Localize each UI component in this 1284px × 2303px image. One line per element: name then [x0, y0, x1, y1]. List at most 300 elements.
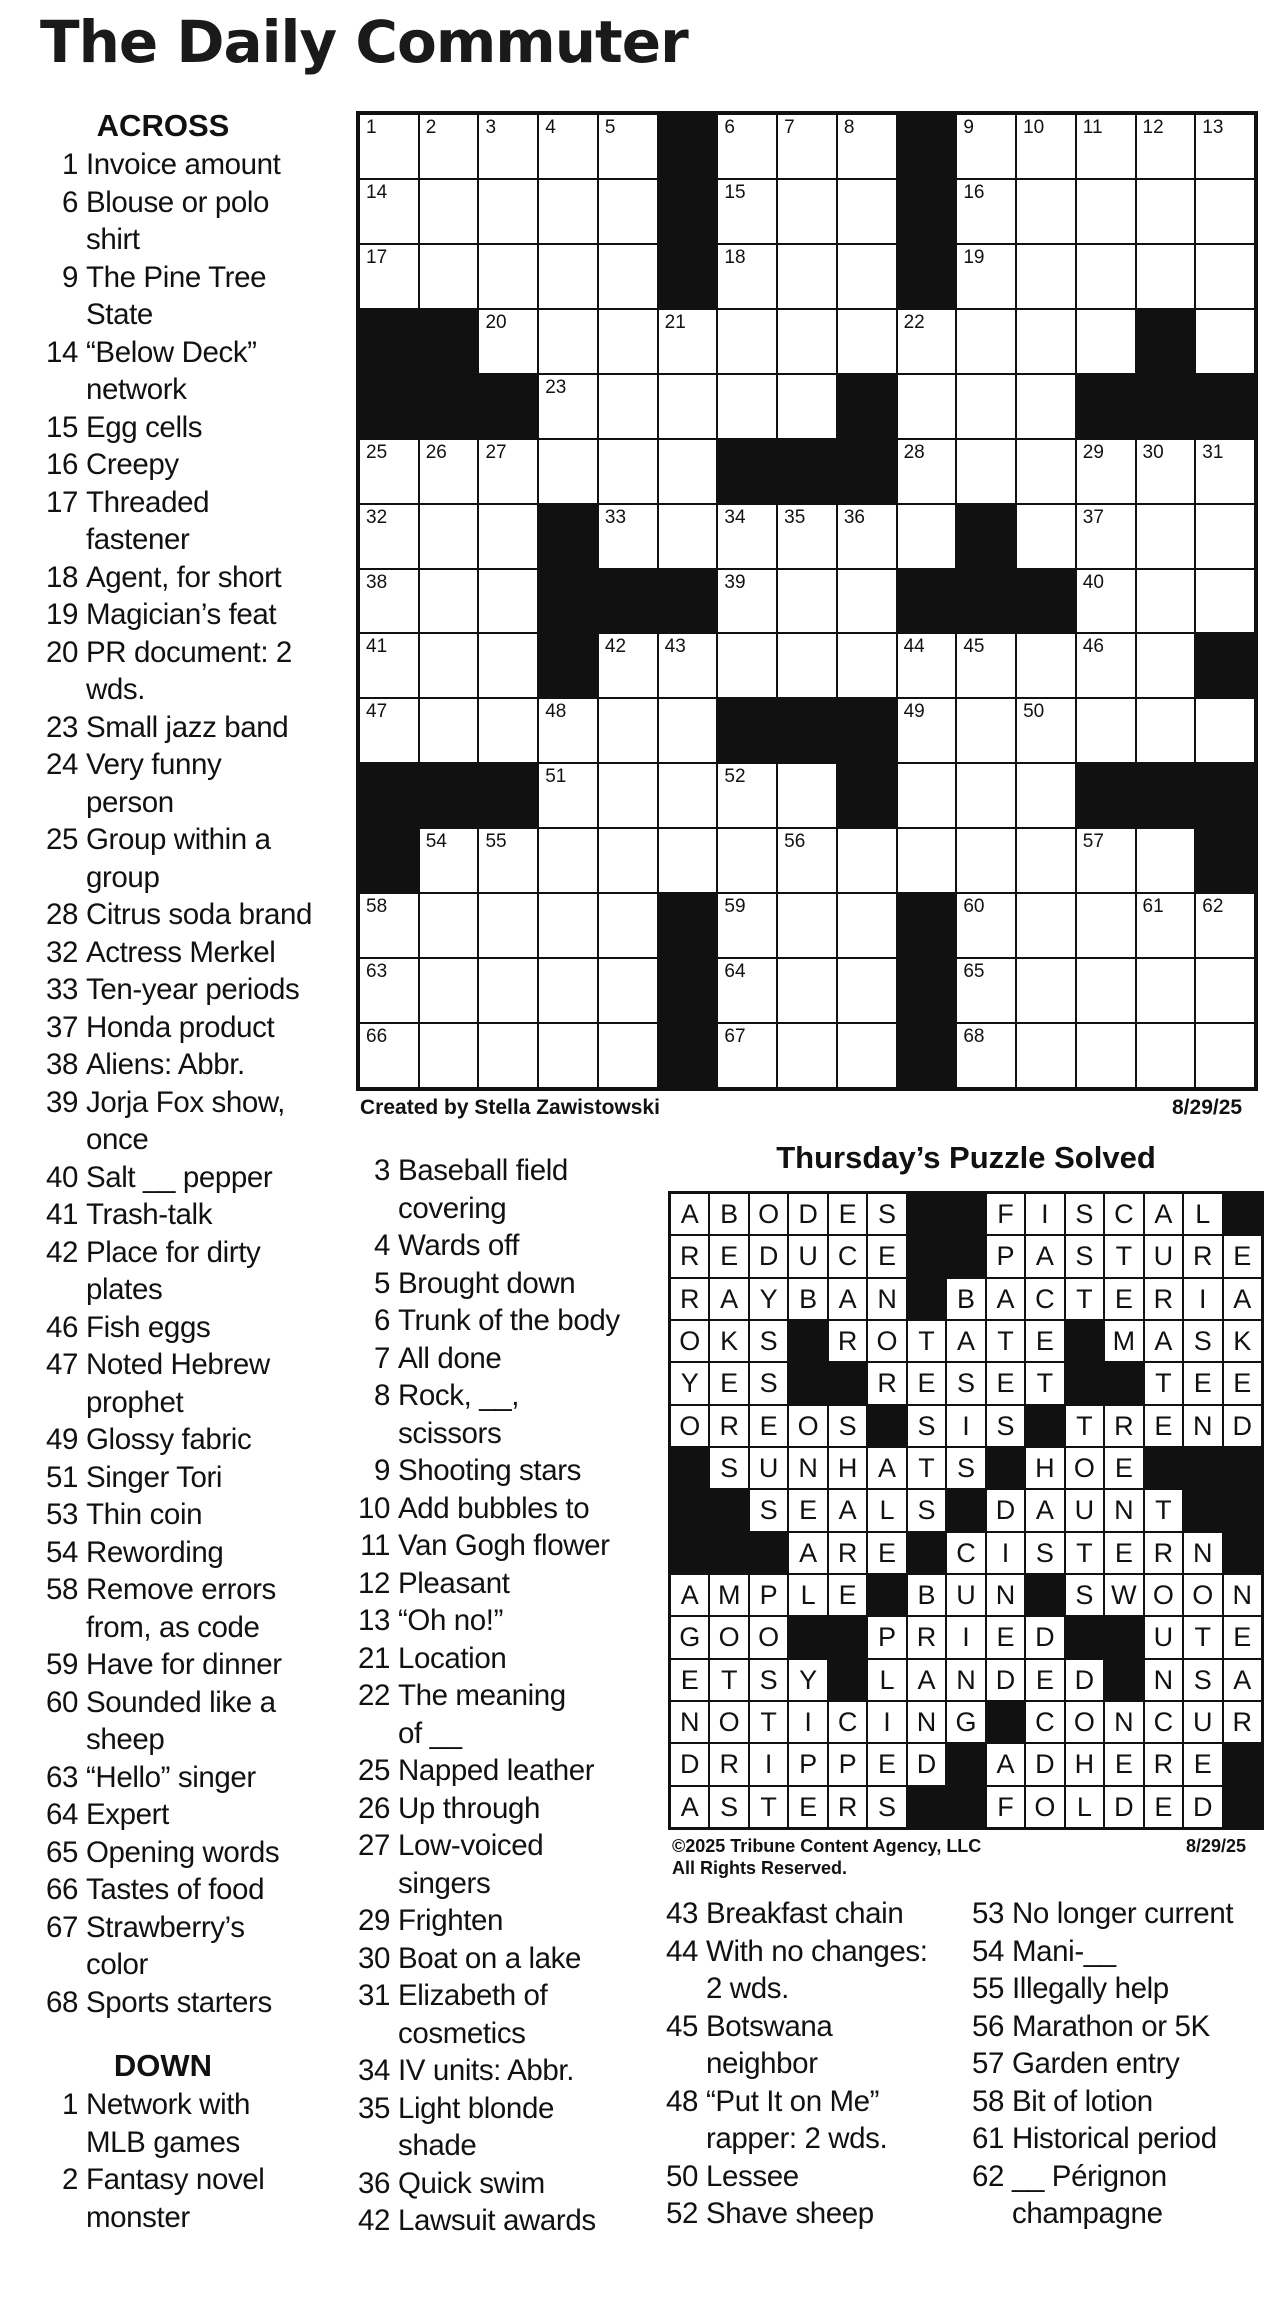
clue-line	[40, 1684, 340, 1722]
grid-cell[interactable]	[717, 114, 777, 179]
clue-line	[660, 2045, 960, 2083]
solved-cell: U	[749, 1447, 788, 1489]
grid-cell[interactable]	[419, 504, 479, 569]
grid-cell[interactable]	[777, 244, 837, 309]
solved-cell: C	[828, 1701, 867, 1743]
grid-cell[interactable]	[1136, 439, 1196, 504]
grid-cell[interactable]	[837, 309, 897, 374]
grid-cell[interactable]	[777, 569, 837, 634]
grid-cell[interactable]	[1136, 828, 1196, 893]
cell-number: 61	[1142, 896, 1164, 918]
clue-line	[660, 1970, 960, 2008]
solved-cell: E	[1223, 1362, 1262, 1404]
grid-cell[interactable]	[1136, 698, 1196, 763]
grid-cell[interactable]	[1016, 633, 1076, 698]
grid-cell[interactable]	[1016, 114, 1076, 179]
grid-cell[interactable]	[598, 309, 658, 374]
grid-cell[interactable]	[1076, 569, 1136, 634]
grid-cell[interactable]	[837, 114, 897, 179]
grid-cell[interactable]	[717, 244, 777, 309]
grid-cell[interactable]	[837, 569, 897, 634]
grid-cell[interactable]	[478, 698, 538, 763]
solved-cell: K	[1223, 1320, 1262, 1362]
grid-cell[interactable]	[478, 633, 538, 698]
grid-cell[interactable]	[717, 309, 777, 374]
grid-cell[interactable]	[359, 698, 419, 763]
grid-cell[interactable]	[359, 179, 419, 244]
grid-cell[interactable]	[897, 439, 957, 504]
grid-cell[interactable]	[419, 958, 479, 1023]
grid-cell[interactable]	[956, 828, 1016, 893]
grid-cell[interactable]	[359, 114, 419, 179]
solved-cell: E	[1144, 1405, 1183, 1447]
grid-cell[interactable]	[1195, 569, 1255, 634]
grid-cell[interactable]	[897, 374, 957, 439]
grid-cell[interactable]	[658, 439, 718, 504]
solved-cell: T	[1183, 1616, 1222, 1658]
clue-number: 16	[45, 448, 78, 481]
solved-cell: H	[1025, 1447, 1064, 1489]
solved-cell: B	[946, 1278, 985, 1320]
grid-cell[interactable]	[658, 763, 718, 828]
grid-cell[interactable]	[1016, 244, 1076, 309]
clue-number: 29	[357, 1904, 390, 1937]
clue-line	[40, 221, 340, 259]
grid-cell[interactable]	[538, 374, 598, 439]
grid-cell[interactable]	[777, 633, 837, 698]
clue-number: 52	[665, 2197, 698, 2230]
grid-cell[interactable]	[538, 309, 598, 374]
grid-cell[interactable]	[717, 958, 777, 1023]
grid-cell[interactable]	[1016, 504, 1076, 569]
clue-number: 53	[971, 1897, 1004, 1930]
clue-number: 66	[45, 1873, 78, 1906]
grid-cell[interactable]	[1016, 958, 1076, 1023]
grid-cell[interactable]	[1016, 698, 1076, 763]
clue-text: Shooting stars	[398, 1454, 581, 1487]
clue-number: 64	[45, 1798, 78, 1831]
grid-cell[interactable]	[1076, 1023, 1136, 1088]
cell-number: 66	[366, 1026, 388, 1048]
clue-text: Baseball field	[398, 1154, 568, 1187]
clue-line	[40, 1346, 340, 1384]
solved-cell: R	[1223, 1701, 1262, 1743]
grid-cell[interactable]	[1136, 244, 1196, 309]
grid-cell[interactable]	[956, 763, 1016, 828]
cell-number: 33	[604, 506, 627, 528]
grid-cell[interactable]	[1076, 244, 1136, 309]
grid-cell[interactable]	[837, 958, 897, 1023]
grid-cell[interactable]	[658, 698, 718, 763]
solved-cell: T	[1065, 1278, 1104, 1320]
cell-number: 29	[1082, 441, 1104, 463]
clue-number: 42	[357, 2204, 390, 2237]
clue-line	[352, 1415, 652, 1453]
clue-text: Ten-year periods	[86, 973, 300, 1006]
black-square	[658, 244, 718, 309]
solved-cell: R	[1183, 1235, 1222, 1277]
clue-line	[352, 2052, 652, 2090]
solved-black-square	[907, 1532, 946, 1574]
grid-cell[interactable]	[956, 893, 1016, 958]
cell-number: 65	[963, 961, 985, 983]
grid-cell[interactable]	[359, 569, 419, 634]
solved-cell: N	[1183, 1405, 1222, 1447]
grid-cell[interactable]	[717, 633, 777, 698]
grid-cell[interactable]	[598, 698, 658, 763]
grid-cell[interactable]	[419, 893, 479, 958]
grid-cell[interactable]	[717, 828, 777, 893]
grid-cell[interactable]	[956, 698, 1016, 763]
grid-cell[interactable]	[478, 958, 538, 1023]
grid-cell[interactable]	[897, 698, 957, 763]
grid-cell[interactable]	[598, 958, 658, 1023]
clue-text: Network with	[86, 2088, 251, 2121]
grid-cell[interactable]	[1076, 179, 1136, 244]
grid-cell[interactable]	[777, 114, 837, 179]
grid-cell[interactable]	[837, 504, 897, 569]
grid-cell[interactable]	[956, 633, 1016, 698]
grid-cell[interactable]	[419, 114, 479, 179]
grid-cell[interactable]	[598, 1023, 658, 1088]
clue-text: Blouse or polo	[86, 185, 269, 219]
grid-cell[interactable]	[1136, 569, 1196, 634]
solved-cell: U	[1144, 1235, 1183, 1277]
cell-number: 7	[784, 117, 795, 138]
grid-cell[interactable]	[359, 439, 419, 504]
grid-cell[interactable]	[478, 179, 538, 244]
clue-line	[352, 1790, 652, 1828]
grid-cell[interactable]	[419, 1023, 479, 1088]
cell-number: 64	[724, 961, 746, 983]
grid-cell[interactable]	[598, 374, 658, 439]
grid-cell[interactable]	[777, 504, 837, 569]
grid-cell[interactable]	[717, 569, 777, 634]
grid-cell[interactable]	[837, 633, 897, 698]
cell-number: 18	[724, 246, 746, 268]
clue-line	[40, 671, 340, 709]
grid-cell[interactable]	[538, 1023, 598, 1088]
grid-cell[interactable]	[419, 244, 479, 309]
clue-text: The Pine Tree	[86, 260, 267, 294]
grid-cell[interactable]	[717, 893, 777, 958]
grid-cell[interactable]	[837, 893, 897, 958]
solved-cell: O	[788, 1405, 827, 1447]
grid-cell[interactable]	[419, 698, 479, 763]
grid-cell[interactable]	[598, 763, 658, 828]
grid-cell[interactable]	[1016, 439, 1076, 504]
grid-cell[interactable]	[538, 114, 598, 179]
grid-cell[interactable]	[478, 504, 538, 569]
clue-line	[40, 709, 340, 747]
solved-cell: S	[986, 1405, 1025, 1447]
clue-line	[40, 1984, 340, 2022]
solved-cell: Y	[670, 1362, 709, 1404]
grid-cell[interactable]	[419, 179, 479, 244]
grid-cell[interactable]	[717, 179, 777, 244]
grid-cell[interactable]	[538, 763, 598, 828]
grid-cell[interactable]	[1195, 114, 1255, 179]
solved-black-square	[1065, 1362, 1104, 1404]
grid-cell[interactable]	[1195, 893, 1255, 958]
grid-cell[interactable]	[598, 633, 658, 698]
grid-cell[interactable]	[777, 828, 837, 893]
cell-number: 26	[425, 441, 447, 463]
solved-cell: A	[788, 1532, 827, 1574]
grid-cell[interactable]	[717, 504, 777, 569]
black-square	[837, 374, 897, 439]
grid-cell[interactable]	[538, 244, 598, 309]
grid-cell[interactable]	[837, 179, 897, 244]
grid-cell[interactable]	[598, 179, 658, 244]
grid-cell[interactable]	[777, 893, 837, 958]
clue-text: Remove errors	[86, 1573, 276, 1606]
grid-cell[interactable]	[777, 309, 837, 374]
solved-cell: A	[670, 1574, 709, 1616]
grid-cell[interactable]	[538, 179, 598, 244]
grid-cell[interactable]	[897, 504, 957, 569]
grid-cell[interactable]	[478, 309, 538, 374]
grid-cell[interactable]	[1076, 114, 1136, 179]
grid-cell[interactable]	[1136, 179, 1196, 244]
cell-number: 55	[485, 831, 507, 853]
grid-cell[interactable]	[359, 1023, 419, 1088]
clue-number: 68	[45, 1985, 78, 2019]
grid-cell[interactable]	[1195, 309, 1255, 374]
solved-cell: A	[986, 1743, 1025, 1785]
grid-cell[interactable]	[538, 439, 598, 504]
grid-cell[interactable]	[1016, 828, 1076, 893]
grid-cell[interactable]	[837, 244, 897, 309]
clue-text: Magician’s feat	[86, 598, 277, 631]
clue-line	[40, 1459, 340, 1497]
grid-cell[interactable]	[598, 439, 658, 504]
cell-number: 57	[1082, 831, 1104, 853]
grid-cell[interactable]	[478, 569, 538, 634]
grid-cell[interactable]	[1195, 439, 1255, 504]
grid-cell[interactable]	[538, 958, 598, 1023]
grid-cell[interactable]	[419, 439, 479, 504]
solved-cell: E	[709, 1362, 748, 1404]
crossword-grid	[356, 111, 1258, 1091]
clue-number: 49	[45, 1423, 78, 1456]
clue-text: champagne	[1012, 2197, 1163, 2230]
clue-line	[40, 596, 340, 634]
grid-cell[interactable]	[1076, 309, 1136, 374]
grid-cell[interactable]	[538, 698, 598, 763]
grid-cell[interactable]	[1016, 309, 1076, 374]
grid-cell[interactable]	[598, 828, 658, 893]
solved-cell: E	[788, 1786, 827, 1828]
grid-cell[interactable]	[478, 828, 538, 893]
grid-cell[interactable]	[359, 958, 419, 1023]
clue-line	[40, 634, 340, 672]
grid-cell[interactable]	[598, 244, 658, 309]
solved-cell: S	[907, 1405, 946, 1447]
grid-cell[interactable]	[658, 504, 718, 569]
grid-cell[interactable]	[777, 958, 837, 1023]
solved-cell: S	[1025, 1532, 1064, 1574]
solved-cell: R	[1104, 1405, 1143, 1447]
grid-cell[interactable]	[419, 828, 479, 893]
grid-cell[interactable]	[1016, 374, 1076, 439]
grid-cell[interactable]	[1195, 504, 1255, 569]
grid-cell[interactable]	[419, 569, 479, 634]
grid-cell[interactable]	[1195, 179, 1255, 244]
grid-cell[interactable]	[777, 1023, 837, 1088]
grid-cell[interactable]	[478, 1023, 538, 1088]
grid-cell[interactable]	[1195, 958, 1255, 1023]
grid-cell[interactable]	[658, 309, 718, 374]
grid-cell[interactable]	[359, 633, 419, 698]
grid-cell[interactable]	[658, 374, 718, 439]
grid-cell[interactable]	[837, 1023, 897, 1088]
solved-black-square	[1223, 1447, 1262, 1489]
clue-number: 15	[45, 410, 78, 444]
grid-cell[interactable]	[1076, 828, 1136, 893]
grid-cell[interactable]	[837, 828, 897, 893]
grid-cell[interactable]	[658, 828, 718, 893]
grid-cell[interactable]	[956, 958, 1016, 1023]
clue-text: Opening words	[86, 1835, 280, 1869]
clue-text: State	[86, 298, 153, 331]
grid-cell[interactable]	[598, 504, 658, 569]
solved-cell: M	[709, 1574, 748, 1616]
grid-cell[interactable]	[538, 893, 598, 958]
grid-cell[interactable]	[359, 244, 419, 309]
grid-cell[interactable]	[1076, 504, 1136, 569]
solved-black-square	[907, 1786, 946, 1828]
grid-cell[interactable]	[1016, 179, 1076, 244]
grid-cell[interactable]	[956, 244, 1016, 309]
grid-cell[interactable]	[1136, 1023, 1196, 1088]
grid-cell[interactable]	[956, 179, 1016, 244]
black-square	[359, 828, 419, 893]
clue-line	[40, 1759, 340, 1797]
grid-cell[interactable]	[1076, 893, 1136, 958]
grid-cell[interactable]	[1195, 698, 1255, 763]
solved-cell: S	[867, 1193, 906, 1235]
clue-text: Add bubbles to	[398, 1491, 590, 1525]
clue-text: Mani-__	[1012, 1934, 1116, 1968]
clue-line	[352, 1452, 652, 1490]
grid-cell[interactable]	[658, 633, 718, 698]
clue-line	[40, 1496, 340, 1534]
grid-cell[interactable]	[1136, 633, 1196, 698]
grid-cell[interactable]	[1136, 958, 1196, 1023]
grid-cell[interactable]	[897, 763, 957, 828]
solved-cell: T	[1104, 1235, 1143, 1277]
grid-cell[interactable]	[956, 439, 1016, 504]
grid-cell[interactable]	[1136, 893, 1196, 958]
clue-text: Up through	[398, 1791, 540, 1825]
grid-cell[interactable]	[956, 114, 1016, 179]
grid-cell[interactable]	[359, 893, 419, 958]
clue-number: 7	[373, 1341, 390, 1375]
grid-cell[interactable]	[1195, 244, 1255, 309]
clue-number: 48	[665, 2084, 698, 2118]
grid-cell[interactable]	[598, 893, 658, 958]
solved-cell: H	[828, 1447, 867, 1489]
cell-number: 1	[366, 117, 377, 138]
grid-cell[interactable]	[897, 828, 957, 893]
grid-cell[interactable]	[478, 244, 538, 309]
grid-cell[interactable]	[478, 893, 538, 958]
grid-cell[interactable]	[897, 633, 957, 698]
clue-number: 63	[45, 1760, 78, 1794]
black-square	[359, 374, 419, 439]
solved-cell: R	[670, 1235, 709, 1277]
clue-text: scissors	[398, 1416, 502, 1450]
black-square	[897, 569, 957, 634]
grid-cell[interactable]	[359, 504, 419, 569]
clue-text: Location	[398, 1641, 507, 1675]
grid-cell[interactable]	[777, 179, 837, 244]
clue-number: 36	[357, 2166, 390, 2200]
cell-number: 32	[366, 506, 388, 528]
grid-cell[interactable]	[538, 828, 598, 893]
grid-cell[interactable]	[1076, 439, 1136, 504]
grid-cell[interactable]	[419, 633, 479, 698]
cell-number: 62	[1202, 896, 1224, 918]
black-square	[897, 179, 957, 244]
clue-text: prophet	[86, 1385, 184, 1419]
solved-black-square	[828, 1362, 867, 1404]
clue-number: 45	[665, 2009, 698, 2043]
black-square	[658, 179, 718, 244]
grid-cell[interactable]	[777, 374, 837, 439]
grid-cell[interactable]	[1195, 1023, 1255, 1088]
grid-cell[interactable]	[777, 763, 837, 828]
solved-cell: S	[709, 1786, 748, 1828]
grid-cell[interactable]	[478, 114, 538, 179]
grid-cell[interactable]	[1076, 958, 1136, 1023]
grid-cell[interactable]	[1016, 893, 1076, 958]
grid-cell[interactable]	[897, 309, 957, 374]
clue-text: “Below Deck”	[86, 335, 257, 369]
grid-cell[interactable]	[1136, 504, 1196, 569]
solved-cell: A	[1144, 1320, 1183, 1362]
grid-cell[interactable]	[598, 114, 658, 179]
solved-cell: E	[867, 1532, 906, 1574]
grid-cell[interactable]	[1016, 763, 1076, 828]
solved-cell: Y	[749, 1278, 788, 1320]
grid-cell[interactable]	[956, 1023, 1016, 1088]
grid-cell[interactable]	[1136, 114, 1196, 179]
grid-cell[interactable]	[478, 439, 538, 504]
grid-cell[interactable]	[717, 763, 777, 828]
grid-cell[interactable]	[1016, 1023, 1076, 1088]
clue-number: 10	[357, 1491, 390, 1525]
grid-cell[interactable]	[956, 374, 1016, 439]
solved-black-square	[670, 1447, 709, 1489]
grid-cell[interactable]	[1076, 698, 1136, 763]
grid-cell[interactable]	[717, 1023, 777, 1088]
down-clues-col4	[966, 1895, 1276, 2233]
cell-number: 68	[963, 1026, 985, 1048]
clue-text: Citrus soda brand	[86, 898, 313, 931]
black-square	[717, 698, 777, 763]
cell-number: 44	[903, 636, 925, 658]
clue-number: 17	[45, 485, 78, 519]
grid-cell[interactable]	[1076, 633, 1136, 698]
cell-number: 14	[366, 181, 388, 203]
grid-cell[interactable]	[956, 309, 1016, 374]
grid-cell[interactable]	[717, 374, 777, 439]
cell-number: 39	[724, 571, 746, 593]
solved-cell: C	[1144, 1701, 1183, 1743]
clue-text: Expert	[86, 1798, 169, 1831]
